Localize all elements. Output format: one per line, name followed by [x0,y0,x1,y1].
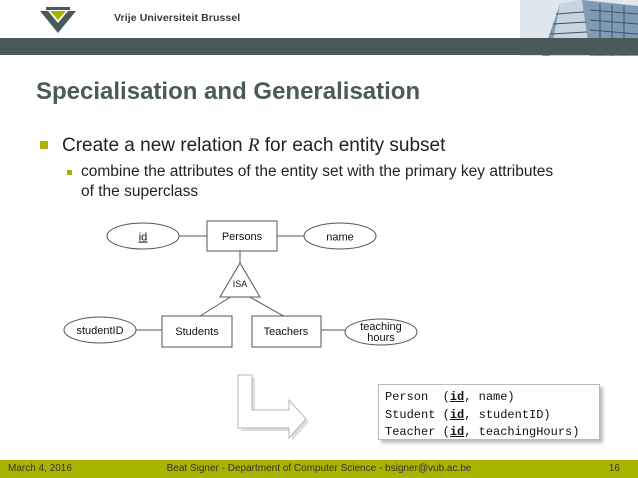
schema-person [385,389,593,407]
schema-teacher-key: id [449,425,465,439]
slide-title: Specialisation and Generalisation [36,78,421,105]
attribute-teachinghours-label-2: hours [367,332,395,344]
schema-teacher-pre: Teacher ( [385,425,450,439]
footer [0,460,638,478]
entity-students-label: Students [175,326,219,338]
attribute-studentid-label: studentID [76,325,124,337]
bullet-main-post: for each entity subset [259,135,446,156]
attribute-id-label: id [138,231,148,244]
attribute-name-label: name [326,231,354,244]
entity-teachers-label: Teachers [263,326,309,338]
bullet-main-variable: R [247,135,260,156]
schema-student-post: , studentID) [464,407,551,422]
schema-student-key: id [449,407,465,422]
footer-author: Beat Signer - Department of Computer Science - bsigner@vub.ac.be [166,463,472,474]
schema-person-post: , name) [464,390,515,404]
schema-person-key: id [449,390,465,404]
relational-schema [378,384,600,440]
schema-teacher-post: , teachingHours) [464,425,580,439]
footer-date: March 4, 2016 [8,463,72,474]
entity-persons-label: Persons [221,231,263,243]
page-number: 16 [608,463,620,474]
schema-student [385,407,593,425]
bullet-sub-text: combine the attributes of the entity set with the primary key attributes of the superclass [81,163,554,200]
transformation-arrow-icon [238,375,309,441]
schema-person-pre: Person ( [385,390,450,404]
schema-student-pre: Student ( [385,407,450,422]
isa-label: ISA [232,279,248,289]
bullet-main-pre: Create a new relation [62,135,248,156]
university-name: Vrije Universiteit Brussel [114,12,241,24]
schema-teacher [385,424,593,442]
attribute-teachinghours-label-1: teaching [360,321,402,333]
